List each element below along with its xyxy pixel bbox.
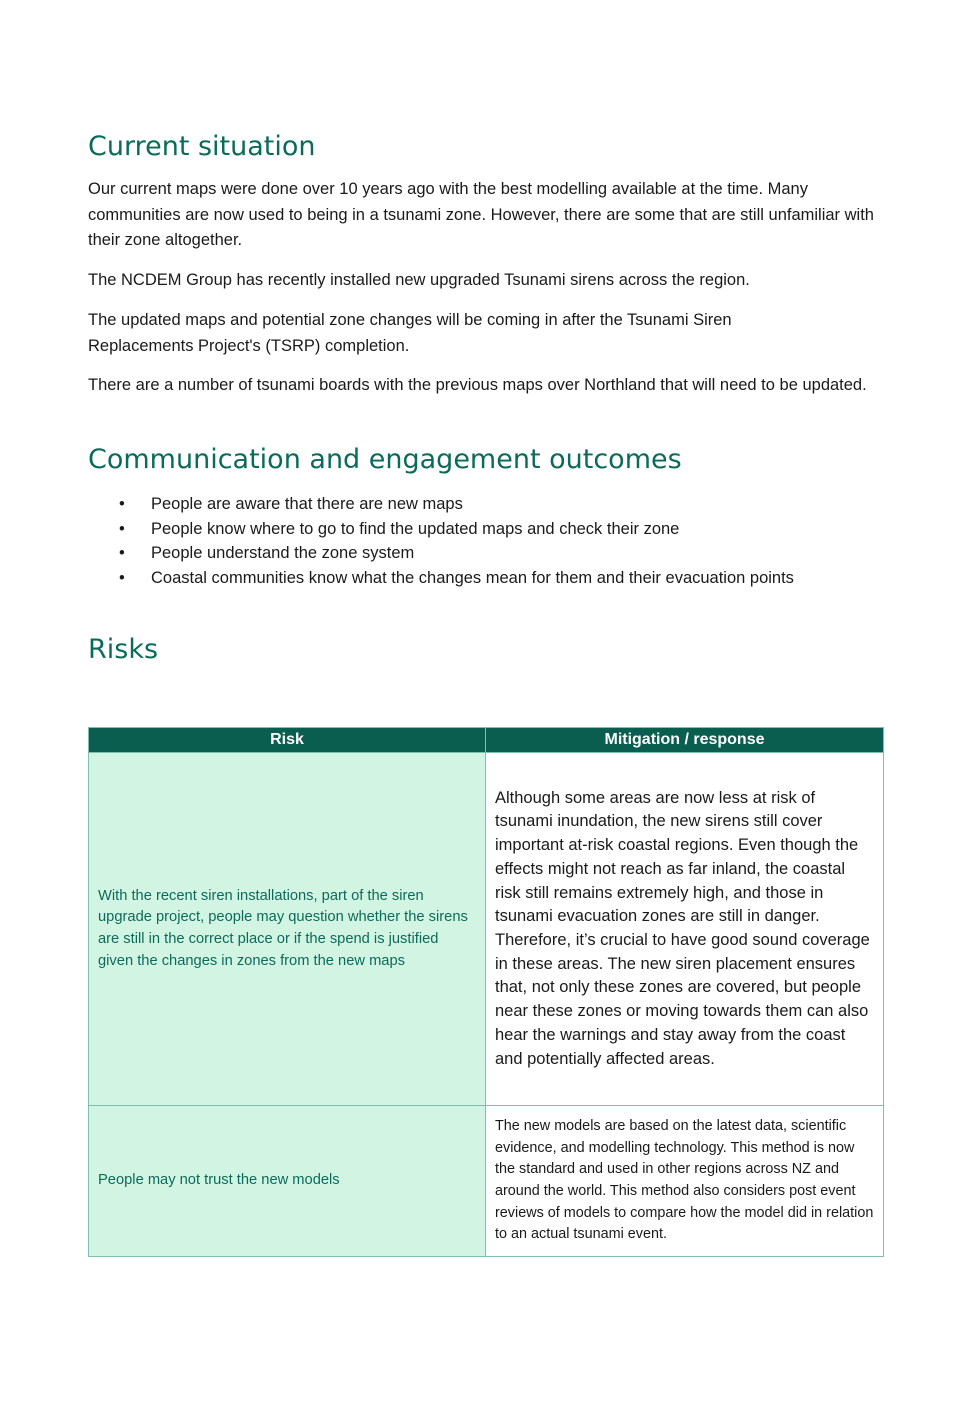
risks-heading: Risks <box>88 634 159 665</box>
current-situation-paragraph-4: There are a number of tsunami boards with the previous maps over Northland that will need to be updated. <box>88 376 867 394</box>
outcomes-heading: Communication and engagement outcomes <box>88 444 682 475</box>
list-item <box>88 492 878 517</box>
list-item-text: People understand the zone system <box>151 544 415 563</box>
list-item-text: People are aware that there are new maps <box>151 495 463 513</box>
current-situation-paragraph-1: Our current maps were done over 10 years ago with the best modelling available at the time. Many communities are now used to being in a tsunami zone. However, there are some that are still unfamiliar with their zone altogether. <box>88 180 874 249</box>
current-situation-heading: Current situation <box>88 131 316 162</box>
current-situation-paragraph-3: The updated maps and potential zone changes will be coming in after the Tsunami Siren Replacements Project's (TSRP) completion. <box>88 311 732 355</box>
risks-table <box>88 727 884 1257</box>
mitigation-column-header: Mitigation / response <box>486 728 884 753</box>
risk-column-header: Risk <box>89 728 486 753</box>
risk-cell: With the recent siren installations, part of the siren upgrade project, people may question whether the sirens are still in the correct place or if the spend is justified given the changes in zones from the new maps <box>89 753 486 1106</box>
mitigation-cell: The new models are based on the latest data, scientific evidence, and modelling technology. This method is now the standard and used in other regions across NZ and around the world. This method also considers post event reviews of models to compare how the model did in relation to an actual tsunami event. <box>486 1106 884 1257</box>
bullet-icon: • <box>119 519 125 538</box>
current-situation-paragraph-2: The NCDEM Group has recently installed new upgraded Tsunami sirens across the region. <box>88 271 750 289</box>
bullet-icon: • <box>119 569 125 588</box>
outcomes-list <box>88 492 878 591</box>
table-header-row <box>89 728 884 753</box>
table-row <box>89 753 884 1106</box>
risk-cell: People may not trust the new models <box>89 1106 486 1257</box>
list-item <box>88 517 878 542</box>
list-item <box>88 541 878 566</box>
list-item-text: Coastal communities know what the changes mean for them and their evacuation points <box>151 569 794 588</box>
mitigation-cell: Although some areas are now less at risk of tsunami inundation, the new sirens still cover important at-risk coastal regions. Even though the effects might not reach as far inland, the coastal risk still remains extremely high, and those in tsunami evacuation zones are still in danger. Therefore, it’s crucial to have good sound coverage in these areas. The new siren placement ensures that, not only these zones are covered, but people near these zones or moving towards them can also hear the warnings and stay away from the coast and potentially affected areas. <box>486 753 884 1106</box>
bullet-icon: • <box>119 544 125 563</box>
list-item-text: People know where to go to find the updated maps and check their zone <box>151 519 680 538</box>
table-row <box>89 1106 884 1257</box>
bullet-icon: • <box>119 495 125 513</box>
list-item <box>88 566 878 591</box>
